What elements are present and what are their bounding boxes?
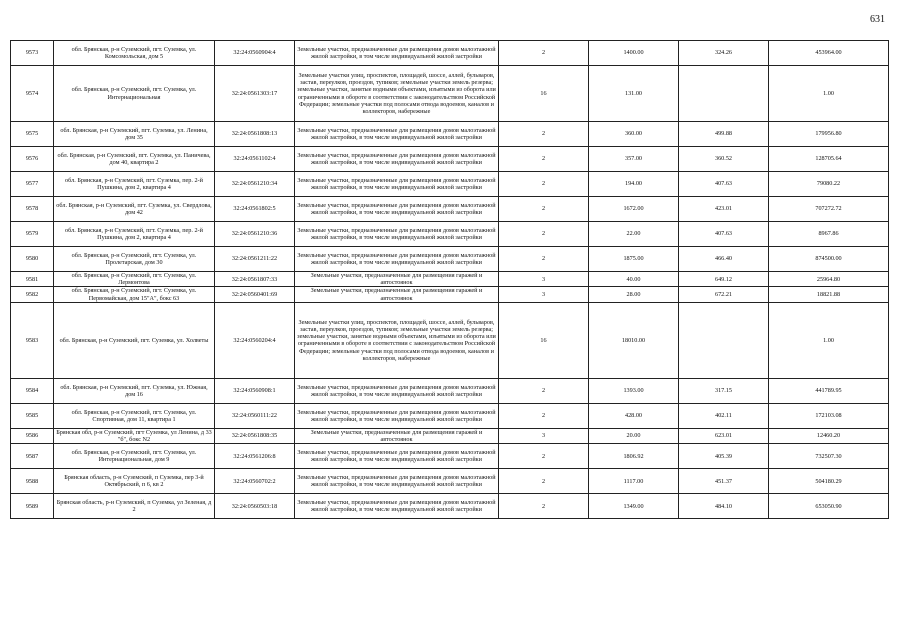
land-use-cell: Земельные участки, предназначенные для размещения гаражей и автостоянок (295, 272, 499, 287)
specific-value-cell: 649.12 (679, 272, 769, 287)
area-cell: 1875.00 (589, 247, 679, 272)
group-cell: 3 (499, 428, 589, 443)
area-cell: 131.00 (589, 66, 679, 122)
table-body (11, 41, 889, 519)
address-cell: обл. Брянская, р-н Суземский, пгт. Суземка, ул. Спортивная, дом 11, квартира 1 (54, 403, 215, 428)
area-cell: 1806.92 (589, 444, 679, 469)
table-row (11, 247, 889, 272)
table-row (11, 302, 889, 378)
table-row (11, 494, 889, 519)
cadastral-number-cell: 32:24:0561807:33 (215, 272, 295, 287)
cadastral-number-cell: 32:24:0561211:22 (215, 247, 295, 272)
group-cell: 3 (499, 272, 589, 287)
cadastral-value-cell: 653050.90 (769, 494, 889, 519)
table-row (11, 222, 889, 247)
cadastral-number-cell: 32:24:0561102:4 (215, 147, 295, 172)
address-cell: обл. Брянская, р-н Суземский, пгт. Суземка, ул. Холветы (54, 302, 215, 378)
cadastral-value-cell: 18821.88 (769, 287, 889, 302)
specific-value-cell: 402.11 (679, 403, 769, 428)
group-cell: 2 (499, 122, 589, 147)
land-use-cell: Земельные участки, предназначенные для размещения домов малоэтажной жилой застройки, в том числе индивидуальной жилой застройки (295, 247, 499, 272)
area-cell: 1117.00 (589, 469, 679, 494)
area-cell: 360.00 (589, 122, 679, 147)
specific-value-cell: 623.01 (679, 428, 769, 443)
cadastral-number-cell: 32:24:0561303:17 (215, 66, 295, 122)
area-cell: 357.00 (589, 147, 679, 172)
area-cell: 40.00 (589, 272, 679, 287)
group-cell: 16 (499, 302, 589, 378)
table-row (11, 272, 889, 287)
address-cell: Брянская область, р-н Суземский, п Суземка, ул Зеленая, д 2 (54, 494, 215, 519)
cadastral-value-cell: 1.00 (769, 302, 889, 378)
specific-value-cell: 324.26 (679, 41, 769, 66)
row-number-cell: 9575 (11, 122, 54, 147)
table-row (11, 287, 889, 302)
land-use-cell: Земельные участки, предназначенные для размещения гаражей и автостоянок (295, 428, 499, 443)
specific-value-cell: 317.15 (679, 378, 769, 403)
row-number-cell: 9580 (11, 247, 54, 272)
area-cell: 18010.00 (589, 302, 679, 378)
row-number-cell: 9577 (11, 172, 54, 197)
group-cell: 2 (499, 147, 589, 172)
page-number: 631 (870, 14, 885, 25)
group-cell: 16 (499, 66, 589, 122)
cadastral-number-cell: 32:24:0561210:36 (215, 222, 295, 247)
specific-value-cell: 499.88 (679, 122, 769, 147)
cadastral-value-cell: 79080.22 (769, 172, 889, 197)
group-cell: 3 (499, 287, 589, 302)
address-cell: Брянская область, р-н Суземский, п Суземка, пер 3-й Октябрьский, п 6, кв 2 (54, 469, 215, 494)
cadastral-number-cell: 32:24:0560702:2 (215, 469, 295, 494)
specific-value-cell: 360.52 (679, 147, 769, 172)
address-cell: обл. Брянская, р-н Суземский, пгт. Суземка, ул. Первомайская, дом 15"А", бокс 63 (54, 287, 215, 302)
cadastral-value-cell: 25964.80 (769, 272, 889, 287)
address-cell: обл. Брянская, р-н Суземский, пгт. Суземка, ул. Пролетарская, дом 30 (54, 247, 215, 272)
land-use-cell: Земельные участки, предназначенные для размещения домов малоэтажной жилой застройки, в том числе индивидуальной жилой застройки (295, 172, 499, 197)
area-cell: 28.00 (589, 287, 679, 302)
area-cell: 22.00 (589, 222, 679, 247)
table-row (11, 444, 889, 469)
table-row (11, 122, 889, 147)
cadastral-value-cell: 172103.08 (769, 403, 889, 428)
cadastral-value-cell: 707272.72 (769, 197, 889, 222)
table-row (11, 403, 889, 428)
cadastral-number-cell: 32:24:0561206:8 (215, 444, 295, 469)
land-use-cell: Земельные участки, предназначенные для размещения домов малоэтажной жилой застройки, в том числе индивидуальной жилой застройки (295, 147, 499, 172)
row-number-cell: 9573 (11, 41, 54, 66)
group-cell: 2 (499, 444, 589, 469)
specific-value-cell: 451.37 (679, 469, 769, 494)
specific-value-cell (679, 66, 769, 122)
group-cell: 2 (499, 403, 589, 428)
address-cell: обл. Брянская, р-н Суземский, пгт. Суземка, ул. Ленина, дом 35 (54, 122, 215, 147)
land-use-cell: Земельные участки, предназначенные для размещения домов малоэтажной жилой застройки, в том числе индивидуальной жилой застройки (295, 469, 499, 494)
specific-value-cell (679, 302, 769, 378)
row-number-cell: 9578 (11, 197, 54, 222)
table-row (11, 41, 889, 66)
row-number-cell: 9582 (11, 287, 54, 302)
row-number-cell: 9588 (11, 469, 54, 494)
cadastral-number-cell: 32:24:0560904:4 (215, 41, 295, 66)
row-number-cell: 9589 (11, 494, 54, 519)
land-use-cell: Земельные участки, предназначенные для размещения гаражей и автостоянок (295, 287, 499, 302)
group-cell: 2 (499, 197, 589, 222)
cadastral-value-cell: 504180.29 (769, 469, 889, 494)
area-cell: 428.00 (589, 403, 679, 428)
cadastral-value-cell: 441789.95 (769, 378, 889, 403)
address-cell: обл. Брянская, р-н Суземский, пгт. Суземка, ул. Лермонтова (54, 272, 215, 287)
table-row (11, 172, 889, 197)
specific-value-cell: 405.39 (679, 444, 769, 469)
group-cell: 2 (499, 172, 589, 197)
specific-value-cell: 407.63 (679, 222, 769, 247)
row-number-cell: 9585 (11, 403, 54, 428)
row-number-cell: 9587 (11, 444, 54, 469)
land-use-cell: Земельные участки, предназначенные для размещения домов малоэтажной жилой застройки, в том числе индивидуальной жилой застройки (295, 444, 499, 469)
address-cell: обл. Брянская, р-н Суземский, пгт. Суземка, пер. 2-й Пушкина, дом 2, квартира 4 (54, 222, 215, 247)
group-cell: 2 (499, 378, 589, 403)
cadastral-number-cell: 32:24:0561808:13 (215, 122, 295, 147)
cadastral-value-cell: 179956.80 (769, 122, 889, 147)
address-cell: обл. Брянская, р-н Суземский, пгт. Суземка, ул. Паничева, дом 40, квартира 2 (54, 147, 215, 172)
group-cell: 2 (499, 41, 589, 66)
row-number-cell: 9581 (11, 272, 54, 287)
group-cell: 2 (499, 222, 589, 247)
cadastral-number-cell: 32:24:0561802:5 (215, 197, 295, 222)
land-use-cell: Земельные участки, предназначенные для размещения домов малоэтажной жилой застройки, в том числе индивидуальной жилой застройки (295, 403, 499, 428)
area-cell: 20.00 (589, 428, 679, 443)
table-row (11, 428, 889, 443)
address-cell: Брянская обл, р-н Суземский, пгт Суземка, ул Ленина, д 33 "б", бокс N2 (54, 428, 215, 443)
table-row (11, 378, 889, 403)
land-use-cell: Земельные участки улиц, проспектов, площадей, шоссе, аллей, бульваров, застав, переулков, проездов, тупиков; земельные участки земель резерва; земельные участки, занятые водными объектами, изъятыми из оборота или ограниченными в обороте в соответствии с законодательством Российской Федерации; земельные участки под полосами отвода водоемов, каналов и коллекторов, набережные (295, 66, 499, 122)
cadastral-number-cell: 32:24:0560111:22 (215, 403, 295, 428)
table-row (11, 197, 889, 222)
cadastral-value-cell: 12460.20 (769, 428, 889, 443)
group-cell: 2 (499, 247, 589, 272)
specific-value-cell: 672.21 (679, 287, 769, 302)
area-cell: 1349.00 (589, 494, 679, 519)
row-number-cell: 9584 (11, 378, 54, 403)
area-cell: 1672.00 (589, 197, 679, 222)
land-use-cell: Земельные участки, предназначенные для размещения домов малоэтажной жилой застройки, в том числе индивидуальной жилой застройки (295, 494, 499, 519)
address-cell: обл. Брянская, р-н Суземский, пгт. Суземка, ул. Комсомольская, дом 5 (54, 41, 215, 66)
cadastral-number-cell: 32:24:0560401:69 (215, 287, 295, 302)
cadastral-value-cell: 453964.00 (769, 41, 889, 66)
group-cell: 2 (499, 494, 589, 519)
cadastral-value-cell: 128705.64 (769, 147, 889, 172)
row-number-cell: 9586 (11, 428, 54, 443)
row-number-cell: 9583 (11, 302, 54, 378)
address-cell: обл. Брянская, р-н Суземский, пгт. Суземка, пер. 2-й Пушкина, дом 2, квартира 4 (54, 172, 215, 197)
table-row (11, 147, 889, 172)
land-use-cell: Земельные участки, предназначенные для размещения домов малоэтажной жилой застройки, в том числе индивидуальной жилой застройки (295, 41, 499, 66)
group-cell: 2 (499, 469, 589, 494)
cadastral-number-cell: 32:24:0561808:35 (215, 428, 295, 443)
cadastral-number-cell: 32:24:0561210:34 (215, 172, 295, 197)
land-use-cell: Земельные участки, предназначенные для размещения домов малоэтажной жилой застройки, в том числе индивидуальной жилой застройки (295, 378, 499, 403)
specific-value-cell: 484.10 (679, 494, 769, 519)
cadastral-value-cell: 8967.86 (769, 222, 889, 247)
cadastral-number-cell: 32:24:0560503:18 (215, 494, 295, 519)
land-use-cell: Земельные участки, предназначенные для размещения домов малоэтажной жилой застройки, в том числе индивидуальной жилой застройки (295, 122, 499, 147)
land-use-cell: Земельные участки, предназначенные для размещения домов малоэтажной жилой застройки, в том числе индивидуальной жилой застройки (295, 222, 499, 247)
address-cell: обл. Брянская, р-н Суземский, пгт. Суземка, ул. Свердлова, дом 42 (54, 197, 215, 222)
land-registry-table (10, 40, 889, 519)
row-number-cell: 9574 (11, 66, 54, 122)
cadastral-value-cell: 874500.00 (769, 247, 889, 272)
land-use-cell: Земельные участки улиц, проспектов, площадей, шоссе, аллей, бульваров, застав, переулков, проездов, тупиков; земельные участки земель резерва; земельные участки, занятые водными объектами, изъятыми из оборота или ограниченными в обороте в соответствии с законодательством Российской Федерации; земельные участки под полосами отвода водоемов, каналов и коллекторов, набережные (295, 302, 499, 378)
specific-value-cell: 466.40 (679, 247, 769, 272)
row-number-cell: 9579 (11, 222, 54, 247)
area-cell: 1393.00 (589, 378, 679, 403)
cadastral-value-cell: 1.00 (769, 66, 889, 122)
cadastral-number-cell: 32:24:0560204:4 (215, 302, 295, 378)
address-cell: обл. Брянская, р-н Суземский, пгт. Суземка, ул. Южная, дом 16 (54, 378, 215, 403)
specific-value-cell: 407.63 (679, 172, 769, 197)
address-cell: обл. Брянская, р-н Суземский, пгт. Суземка, ул. Интернациональная, дом 9 (54, 444, 215, 469)
table-row (11, 66, 889, 122)
table-row (11, 469, 889, 494)
row-number-cell: 9576 (11, 147, 54, 172)
cadastral-number-cell: 32:24:0560908:1 (215, 378, 295, 403)
specific-value-cell: 423.01 (679, 197, 769, 222)
address-cell: обл. Брянская, р-н Суземский, пгт. Суземка, ул. Интернациональная (54, 66, 215, 122)
area-cell: 194.00 (589, 172, 679, 197)
land-use-cell: Земельные участки, предназначенные для размещения домов малоэтажной жилой застройки, в том числе индивидуальной жилой застройки (295, 197, 499, 222)
area-cell: 1400.00 (589, 41, 679, 66)
cadastral-value-cell: 732507.30 (769, 444, 889, 469)
